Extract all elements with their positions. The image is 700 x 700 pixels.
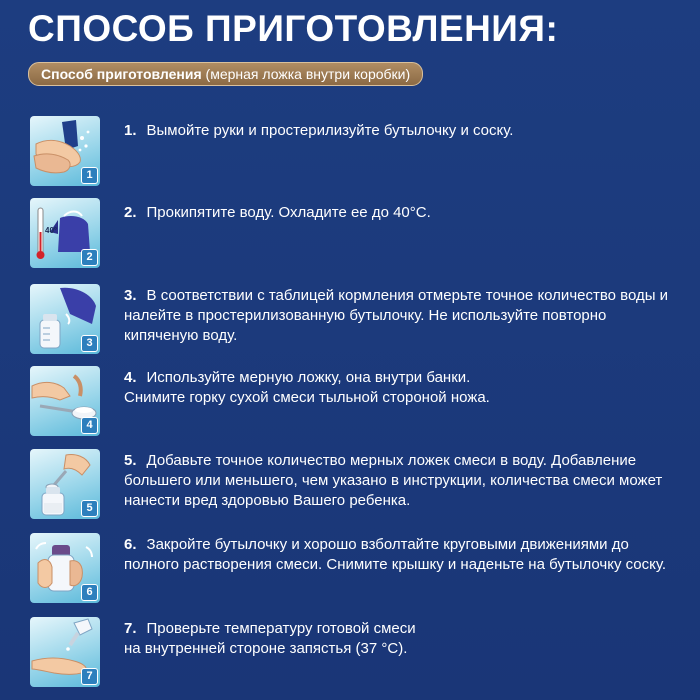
step-number: 4. [124, 369, 137, 386]
step-badge: 2 [81, 249, 98, 266]
add-formula-icon [30, 449, 100, 519]
step-body: Добавьте точное количество мерных ложек смеси в воду. Добавление большего или меньшего, чем указано в инструкции, количества смеси может нанести вред здоровью Вашего ребенка. [124, 452, 663, 509]
step-text [124, 535, 684, 575]
pour-water-icon [30, 284, 100, 354]
step-number: 1. [124, 122, 137, 139]
step-number: 3. [124, 287, 137, 304]
step-line-1 [124, 619, 684, 639]
step-text [124, 203, 684, 223]
step-body: В соответствии с таблицей кормления отмерьте точное количество воды и налейте в простерилизованную бутылочку. Не используйте повторно кипяченую воду. [124, 287, 669, 344]
step-badge: 7 [81, 668, 98, 685]
step-body: Используйте мерную ложку, она внутри банки. [146, 369, 471, 386]
step-badge: 6 [81, 584, 98, 601]
step-badge: 3 [81, 335, 98, 352]
step-text [124, 368, 684, 408]
step-body: Закройте бутылочку и хорошо взболтайте круговыми движениями до полного растворения смеси. Снимите крышку и наденьте на бутылочку соску. [124, 536, 667, 573]
step-badge: 4 [81, 417, 98, 434]
handwashing-icon [30, 116, 100, 186]
step-number: 6. [124, 536, 137, 553]
step-text [124, 286, 684, 346]
step-text [124, 451, 684, 511]
thermometer-label: 40° [45, 226, 58, 235]
step-number: 5. [124, 452, 137, 469]
step-body: Проверьте температуру готовой смеси [146, 620, 416, 637]
step-body: Прокипятите воду. Охладите ее до 40°С. [146, 204, 431, 221]
page-title: СПОСОБ ПРИГОТОВЛЕНИЯ: [28, 8, 559, 49]
subtitle-note: (мерная ложка внутри коробки) [201, 66, 411, 82]
measuring-spoon-icon [30, 366, 100, 436]
step-line-1 [124, 368, 684, 388]
step-line-2: на внутренней стороне запястья (37 °С). [124, 640, 408, 657]
step-badge: 1 [81, 167, 98, 184]
step-badge: 5 [81, 500, 98, 517]
subtitle-bold: Способ приготовления [41, 66, 202, 82]
step-number: 7. [124, 620, 137, 637]
step-body: Вымойте руки и простерилизуйте бутылочку и соску. [146, 122, 514, 139]
step-line-2: Снимите горку сухой смеси тыльной стороной ножа. [124, 389, 490, 406]
step-text [124, 121, 684, 141]
wrist-test-icon [30, 617, 100, 687]
subtitle-pill [28, 62, 423, 86]
shake-bottle-icon [30, 533, 100, 603]
step-text [124, 619, 684, 659]
kettle-thermometer-icon [30, 198, 100, 268]
step-number: 2. [124, 204, 137, 221]
